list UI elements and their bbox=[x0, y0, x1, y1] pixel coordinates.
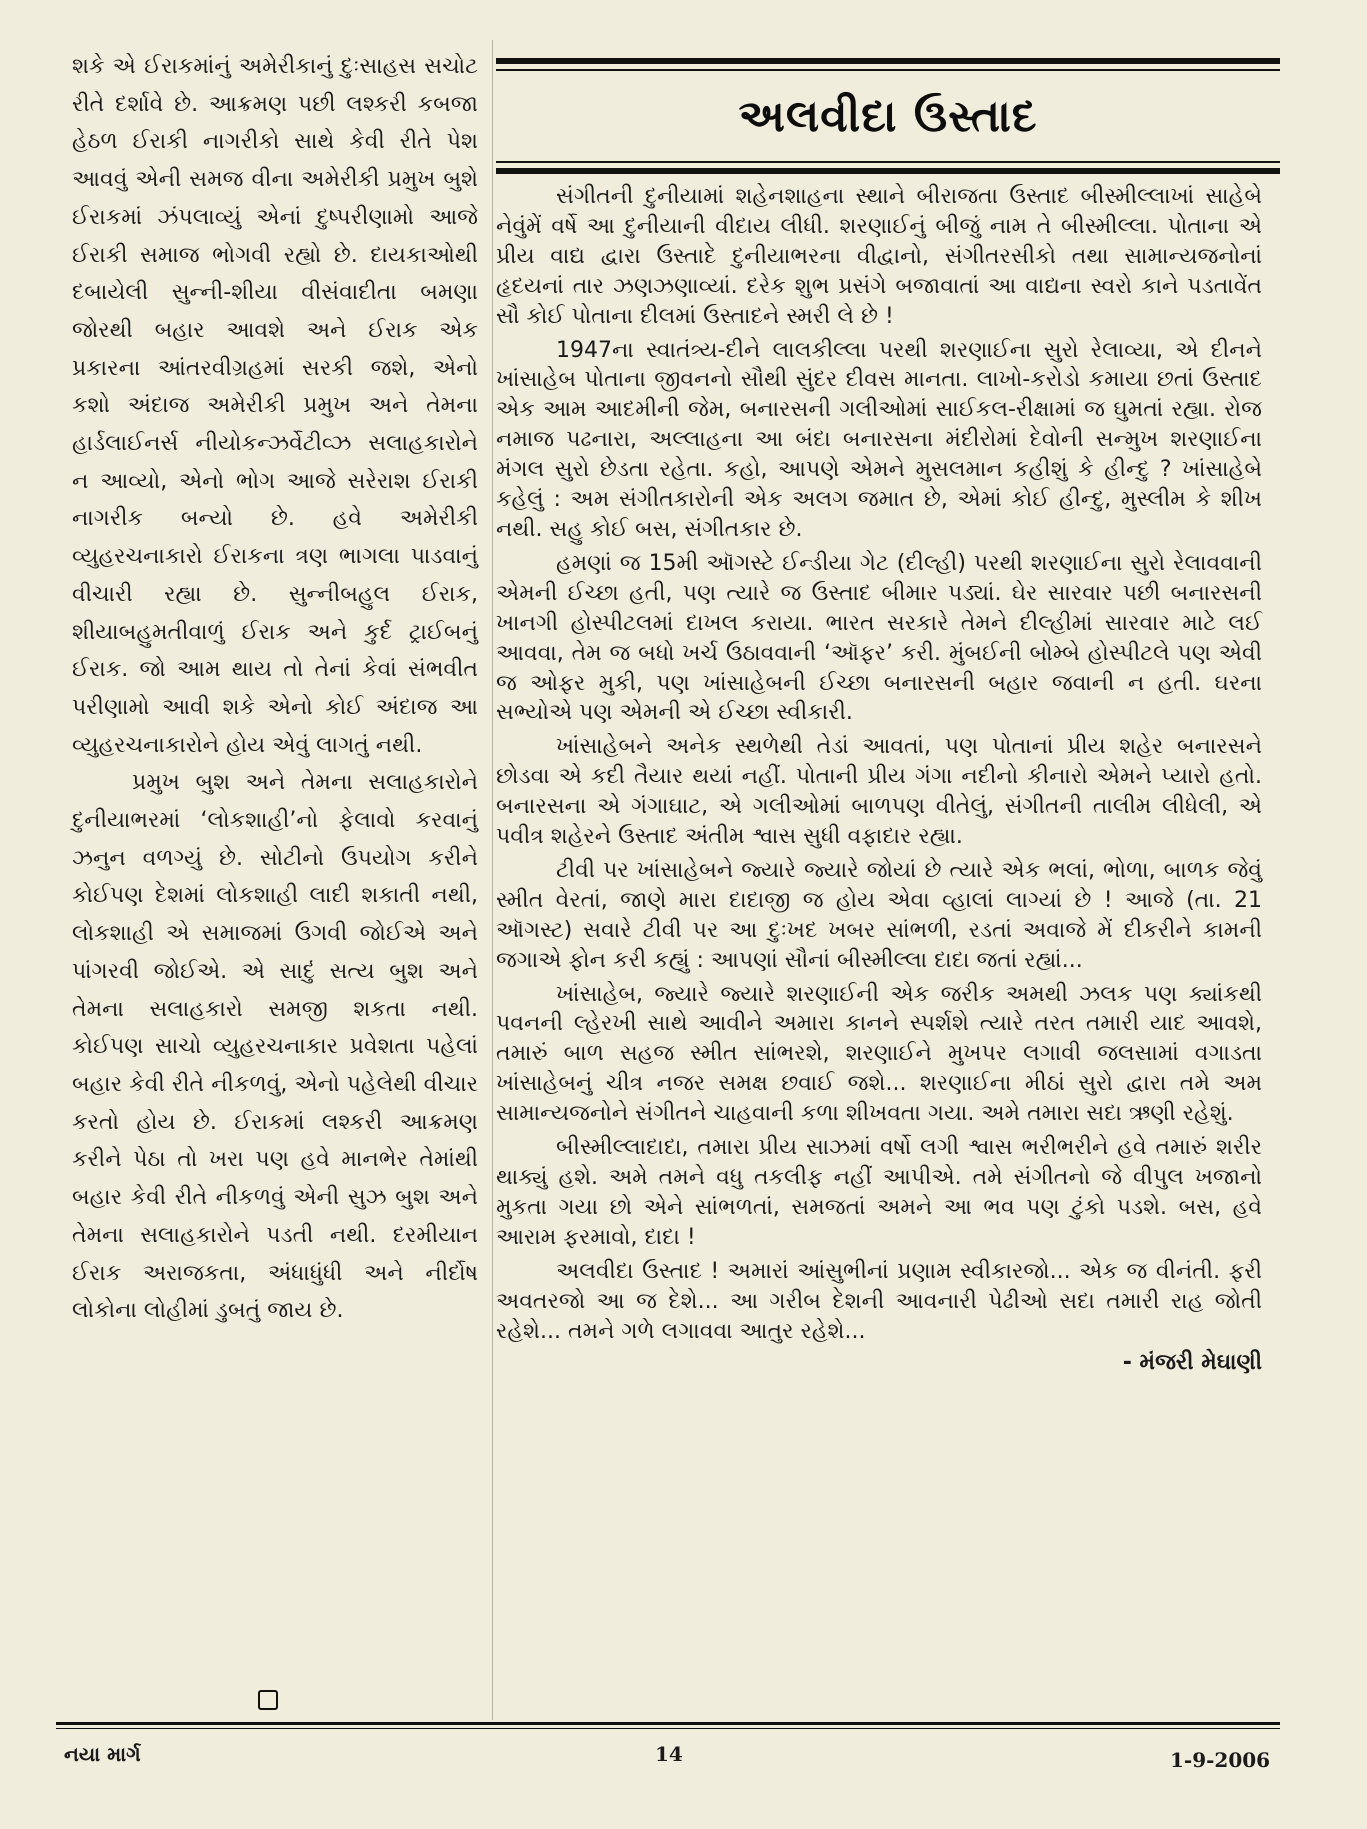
article-title: અલવીદા ઉસ્તાદ bbox=[738, 90, 1038, 142]
title-rule-top bbox=[496, 58, 1280, 64]
left-column bbox=[72, 48, 478, 1330]
article-paragraph-7: બીસ્મીલ્લાદાદા, તમારા પ્રીય સાઝમાં વર્ષો લગી શ્વાસ ભરીભરીને હવે તમારું શરીર થાક્યું હશે. અમે તમને વધુ તકલીફ નહીં આપીએ. તમે સંગીતનો જે વીપુલ ખજાનો મુકતા ગયા છો એને સાંભળતાં, સમજતાં અમને આ ભવ પણ ટુંકો પડશે. બસ, હવે આરામ ફરમાવો, દાદા ! bbox=[496, 1135, 1262, 1250]
article-body bbox=[496, 174, 1280, 1346]
article-paragraph-4: ખાંસાહેબને અનેક સ્થળેથી તેડાં આવતાં, પણ પોતાનાં પ્રીય શહેર બનારસને છોડવા એ કદી તૈયાર થયાં નહીં. પોતાની પ્રીય ગંગા નદીનો કીનારો એમને પ્યારો હતો. બનારસના એ ગંગાઘાટ, એ ગલીઓમાં બાળપણ વીતેલું, સંગીતની તાલીમ લીધેલી, એ પવીત્ર શહેરને ઉસ્તાદ અંતીમ શ્વાસ સુધી વફાદાર રહ્યા. bbox=[496, 734, 1262, 850]
end-of-article-square-icon bbox=[258, 1690, 278, 1710]
footer-rule bbox=[56, 1722, 1280, 1725]
article-paragraph-2: 1947ના સ્વાતંત્ર્ય-દીને લાલકીલ્લા પરથી શરણાઈના સુરો રેલાવ્યા, એ દીનને ખાંસાહેબ પોતાના જીવનનો સૌથી સુંદર દીવસ માનતા. લાખો-કરોડો કમાયા છતાં ઉસ્તાદ એક આમ આદમીની જેમ, બનારસની ગલીઓમાં સાઈકલ-રીક્ષામાં જ ઘુમતાં રહ્યા. રોજ નમાજ પઢનારા, અલ્લાહના આ બંદા બનારસના મંદીરોમાં દેવોની સન્મુખ શરણાઈના મંગલ સુરો છેડતા રહેતા. કહો, આપણે એમને મુસલમાન કહીશું કે હીન્દુ ? ખાંસાહેબે કહેલું : અમ સંગીતકારોની એક અલગ જમાત છે, એમાં કોઈ હીન્દુ, મુસ્લીમ કે શીખ નથી. સહુ કોઈ બસ, સંગીતકાર છે. bbox=[496, 337, 1262, 542]
article-paragraph-1: સંગીતની દુનીયામાં શહેનશાહના સ્થાને બીરાજતા ઉસ્તાદ બીસ્મીલ્લાખાં સાહેબે નેવુંમેં વર્ષે આ દુનીયાની વીદાય લીધી. શરણાઈનું બીજું નામ તે બીસ્મીલ્લા. પોતાના એ પ્રીય વાદ્ય દ્વારા ઉસ્તાદે દુનીયાભરના વીદ્વાનો, સંગીતરસીકો તથા સામાન્યજનોનાં હૃદયનાં તાર ઝણઝણાવ્યાં. દરેક શુભ પ્રસંગે બજાવાતાં આ વાદ્યના સ્વરો કાને પડતાવેંત સૌ કોઈ પોતાના દીલમાં ઉસ્તાદને સ્મરી લે છે ! bbox=[496, 184, 1262, 329]
left-paragraph-2: પ્રમુખ બુશ અને તેમના સલાહકારોને દુનીયાભરમાં ‘લોકશાહી’નો ફેલાવો કરવાનું ઝનુન વળગ્યું છે. સોટીનો ઉપયોગ કરીને કોઈપણ દેશમાં લોકશાહી લાદી શકાતી નથી, લોકશાહી એ સમાજમાં ઉગવી જોઈએ અને પાંગરવી જોઈએ. એ સાદું સત્ય બુશ અને તેમના સલાહકારો સમજી શકતા નથી. કોઈપણ સાચો વ્યુહરચનાકાર પ્રવેશતા પહેલાં બહાર કેવી રીતે નીકળવું, એનો પહેલેથી વીચાર કરતો હોય છે. ઈરાકમાં લશ્કરી આક્રમણ કરીને પેઠા તો ખરા પણ હવે માનભેર તેમાંથી બહાર કેવી રીતે નીકળવું એની સુઝ બુશ અને તેમના સલાહકારોને પડતી નથી. દરમીયાન ઈરાક અરાજકતા, અંધાધુંધી અને નીર્દોષ લોકોના લોહીમાં ડુબતું જાય છે. bbox=[72, 770, 478, 1324]
article-paragraph-8: અલવીદા ઉસ્તાદ ! અમારાં આંસુભીનાં પ્રણામ સ્વીકારજો... એક જ વીનંતી. ફરી અવતરજો આ જ દેશે... આ ગરીબ દેશની આવનારી પેઢીઓ સદા તમારી રાહ જોતી રહેશે... તમને ગળે લગાવવા આતુર રહેશે... bbox=[496, 1258, 1262, 1344]
article-column bbox=[496, 58, 1280, 1375]
article-paragraph-6: ખાંસાહેબ, જ્યારે જ્યારે શરણાઈની એક જરીક અમથી ઝલક પણ ક્યાંકથી પવનની લ્હેરખી સાથે આવીને અમારા કાનને સ્પર્શશે ત્યારે તરત તમારી યાદ આવશે, તમારું બાળ સહજ સ્મીત સાંભરશે, શરણાઈને મુખપર લગાવી જલસામાં વગાડતા ખાંસાહેબનું ચીત્ર નજર સમક્ષ છવાઈ જશે... શરણાઈના મીઠાં સુરો દ્વારા તમે અમ સામાન્યજનોને સંગીતને ચાહવાની કળા શીખવતા ગયા. અમે તમારા સદા ઋણી રહેશું. bbox=[496, 981, 1262, 1127]
page-number: 14 bbox=[655, 1742, 683, 1766]
article-paragraph-5: ટીવી પર ખાંસાહેબને જ્યારે જ્યારે જોયાં છે ત્યારે એક ભલાં, ભોળા, બાળક જેવું સ્મીત વેરતાં, જાણે મારા દાદાજી જ હોય એવા વ્હાલાં લાગ્યાં છે ! આજે (તા. 21 ઑગસ્ટ) સવારે ટીવી પર આ દુઃખદ ખબર સાંભળી, રડતાં અવાજે મેં દીકરીને કામની જગાએ ફોન કરી કહ્યું : આપણાં સૌનાં બીસ્મીલ્લા દાદા જતાં રહ્યાં... bbox=[496, 857, 1262, 973]
article-paragraph-3: હમણાં જ 15મી ઑગસ્ટે ઈન્ડીયા ગેટ (દીલ્હી) પરથી શરણાઈના સુરો રેલાવવાની એમની ઈચ્છા હતી, પણ ત્યારે જ ઉસ્તાદ બીમાર પડ્યાં. ઘેર સારવાર પછી બનારસની ખાનગી હોસ્પીટલમાં દાખલ કરાયા. ભારત સરકારે તેમને દીલ્હીમાં સારવાર માટે લઈ આવવા, તેમ જ બધો ખર્ચ ઉઠાવવાની ‘ઑફર’ કરી. મુંબઈની બોમ્બે હોસ્પીટલે પણ એવી જ ઓફર મુકી, પણ ખાંસાહેબની ઈચ્છા બનારસની બહાર જવાની ન હતી. ઘરના સભ્યોએ પણ એમની એ ઈચ્છા સ્વીકારી. bbox=[496, 550, 1262, 726]
title-box bbox=[496, 71, 1280, 161]
article-author: - મંજરી મેઘાણી bbox=[1122, 1350, 1262, 1376]
title-rule-bottom-thin bbox=[496, 161, 1280, 163]
left-paragraph-1: શકે એ ઈરાકમાંનું અમેરીકાનું દુઃસાહસ સચોટ રીતે દર્શાવે છે. આક્રમણ પછી લશ્કરી કબજા હેઠળ ઈરાકી નાગરીકો સાથે કેવી રીતે પેશ આવવું એની સમજ વીના અમેરીકી પ્રમુખ બુશે ઈરાકમાં ઝંપલાવ્યું એનાં દુષ્પરીણામો આજે ઈરાકી સમાજ ભોગવી રહ્યો છે. દાયકાઓથી દબાયેલી સુન્ની-શીયા વીસંવાદીતા બમણા જોરથી બહાર આવશે અને ઈરાક એક પ્રકારના આંતરવીગ્રહમાં સરકી જશે, એનો કશો અંદાજ અમેરીકી પ્રમુખ અને તેમના હાર્ડલાઈનર્સ નીયોકન્ઝર્વેટીવ્ઝ સલાહકારોને ન આવ્યો, એનો ભોગ આજે સરેરાશ ઈરાકી નાગરીક બન્યો છે. હવે અમેરીકી વ્યુહરચનાકારો ઈરાકના ત્રણ ભાગલા પાડવાનું વીચારી રહ્યા છે. સુન્નીબહુલ ઈરાક, શીયાબહુમતીવાળું ઈરાક અને કુર્દ ટ્રાઈબનું ઈરાક. જો આમ થાય તો તેનાં કેવાં સંભવીત પરીણામો આવી શકે એનો કોઈ અંદાજ આ વ્યુહરચનાકારોને હોય એવું લાગતું નથી. bbox=[72, 54, 478, 758]
footer-rule-thin bbox=[56, 1728, 1280, 1729]
column-divider bbox=[492, 40, 493, 1720]
publication-name: નયા માર્ગ bbox=[64, 1742, 141, 1766]
issue-date: 1-9-2006 bbox=[1170, 1748, 1271, 1772]
